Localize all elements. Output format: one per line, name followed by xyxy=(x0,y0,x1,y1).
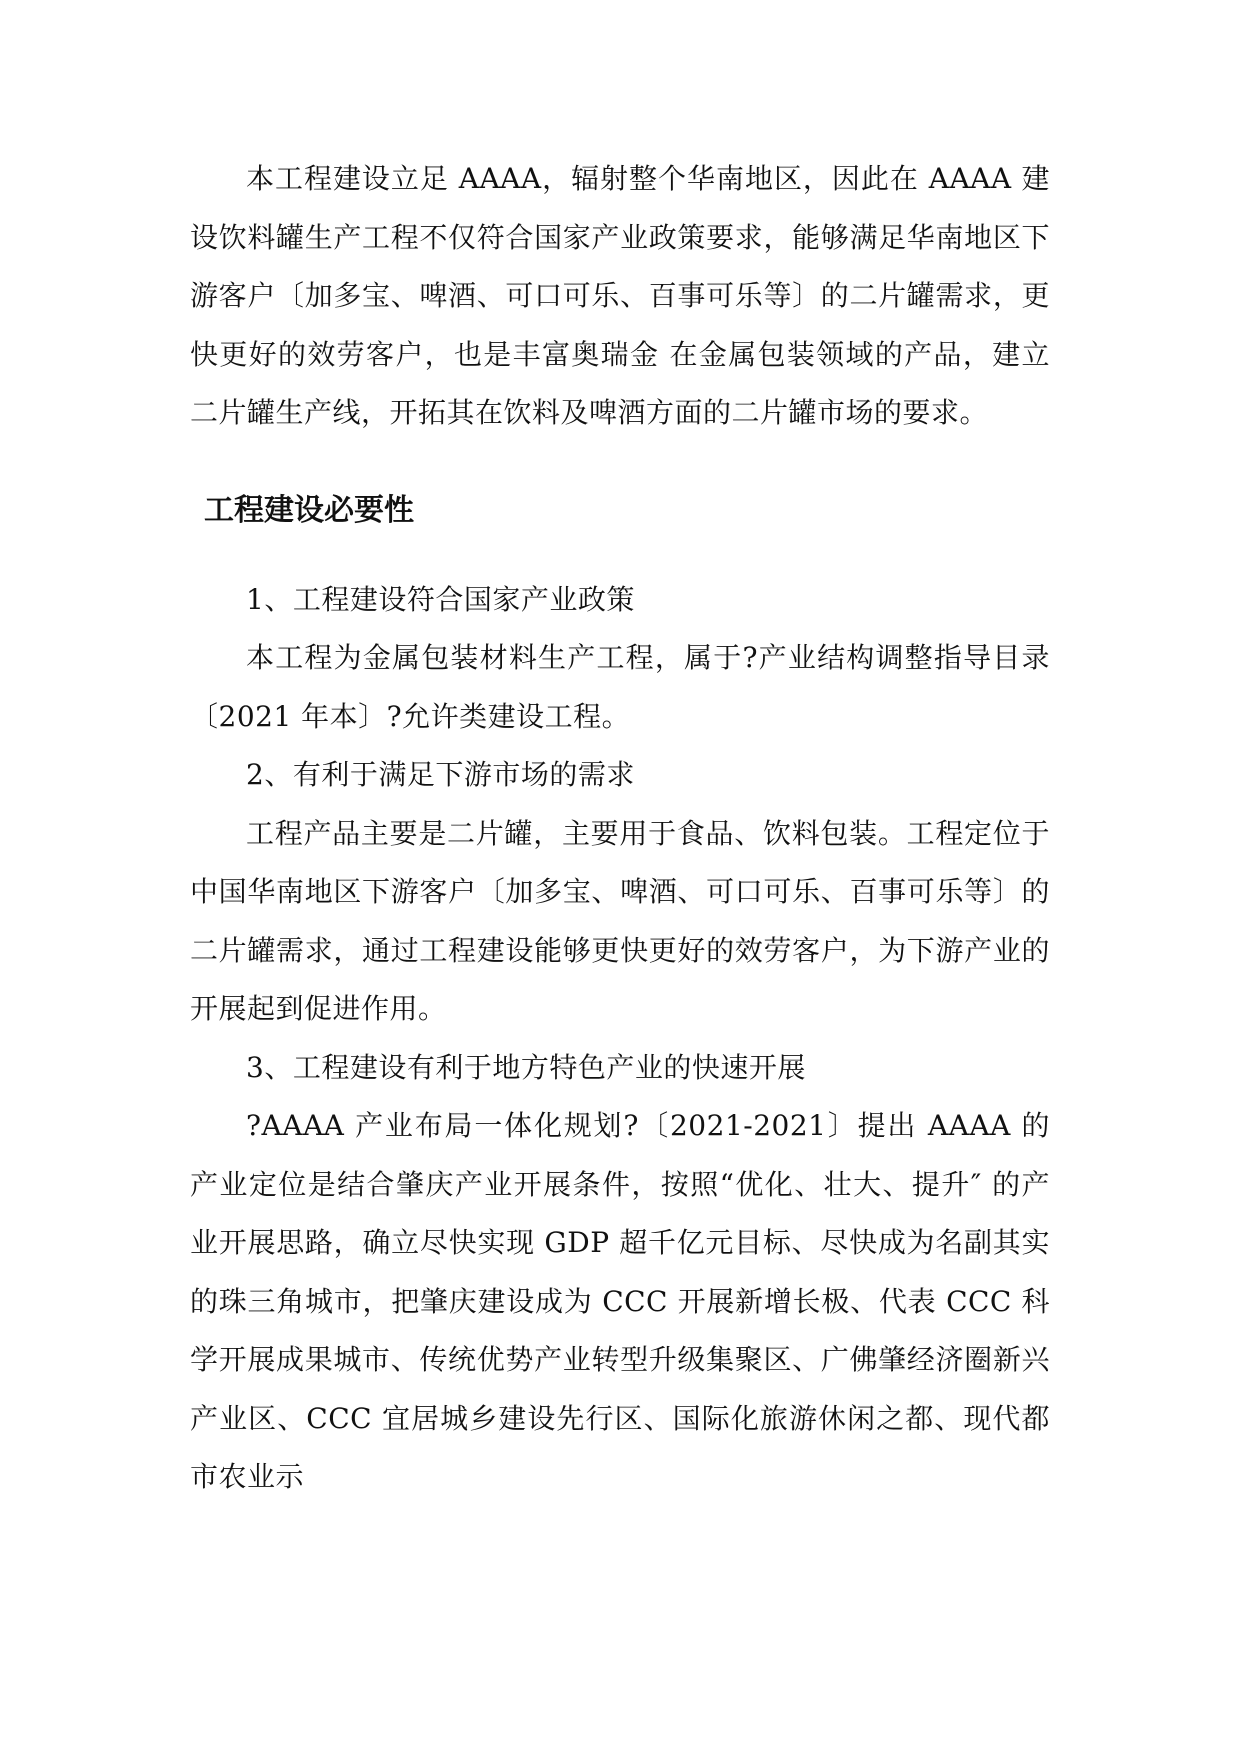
document-page xyxy=(190,150,1050,1507)
item-3-title: 3、工程建设有利于地方特色产业的快速开展 xyxy=(246,1050,806,1084)
item-1-title: 1、工程建设符合国家产业政策 xyxy=(246,582,635,616)
item-2-body: 工程产品主要是二片罐，主要用于食品、饮料包装。工程定位于中国华南地区下游客户〔加多宝、啤酒、可口可乐、百事可乐等〕的二片罐需求，通过工程建设能够更快更好的效劳客户，为下游产业的开展起到促进作用。 xyxy=(190,816,1050,1025)
intro-paragraph: 本工程建设立足 AAAA，辐射整个华南地区，因此在 AAAA 建设饮料罐生产工程不仅符合国家产业政策要求，能够满足华南地区下游客户〔加多宝、啤酒、可口可乐、百事可乐等〕的二片罐需求，更快更好的效劳客户，也是丰富奥瑞金 在金属包装领域的产品，建立二片罐生产线，开拓其在饮料及啤酒方面的二片罐市场的要求。 xyxy=(190,162,1050,429)
section-heading: 工程建设必要性 xyxy=(204,492,414,528)
item-2-title: 2、有利于满足下游市场的需求 xyxy=(246,758,635,791)
item-1-body: 本工程为金属包装材料生产工程，属于?产业结构调整指导目录〔2021 年本〕?允许类建设工程。 xyxy=(190,641,1050,733)
item-3-body: ?AAAA 产业布局一体化规划?〔2021-2021〕提出 AAAA 的产业定位是结合肇庆产业开展条件，按照“优化、壮大、提升″ 的产业开展思路，确立尽快实现 GDP 超千亿元目标、尽快成为名副其实的珠三角城市，把肇庆建设成为 CCC 开展新增长极、代表 CCC 科学开展成果城市、传统优势产业转型升级集聚区、广佛肇经济圈新兴产业区、CCC 宜居城乡建设先行区、国际化旅游休闲之都、现代都市农业示 xyxy=(190,1109,1050,1493)
